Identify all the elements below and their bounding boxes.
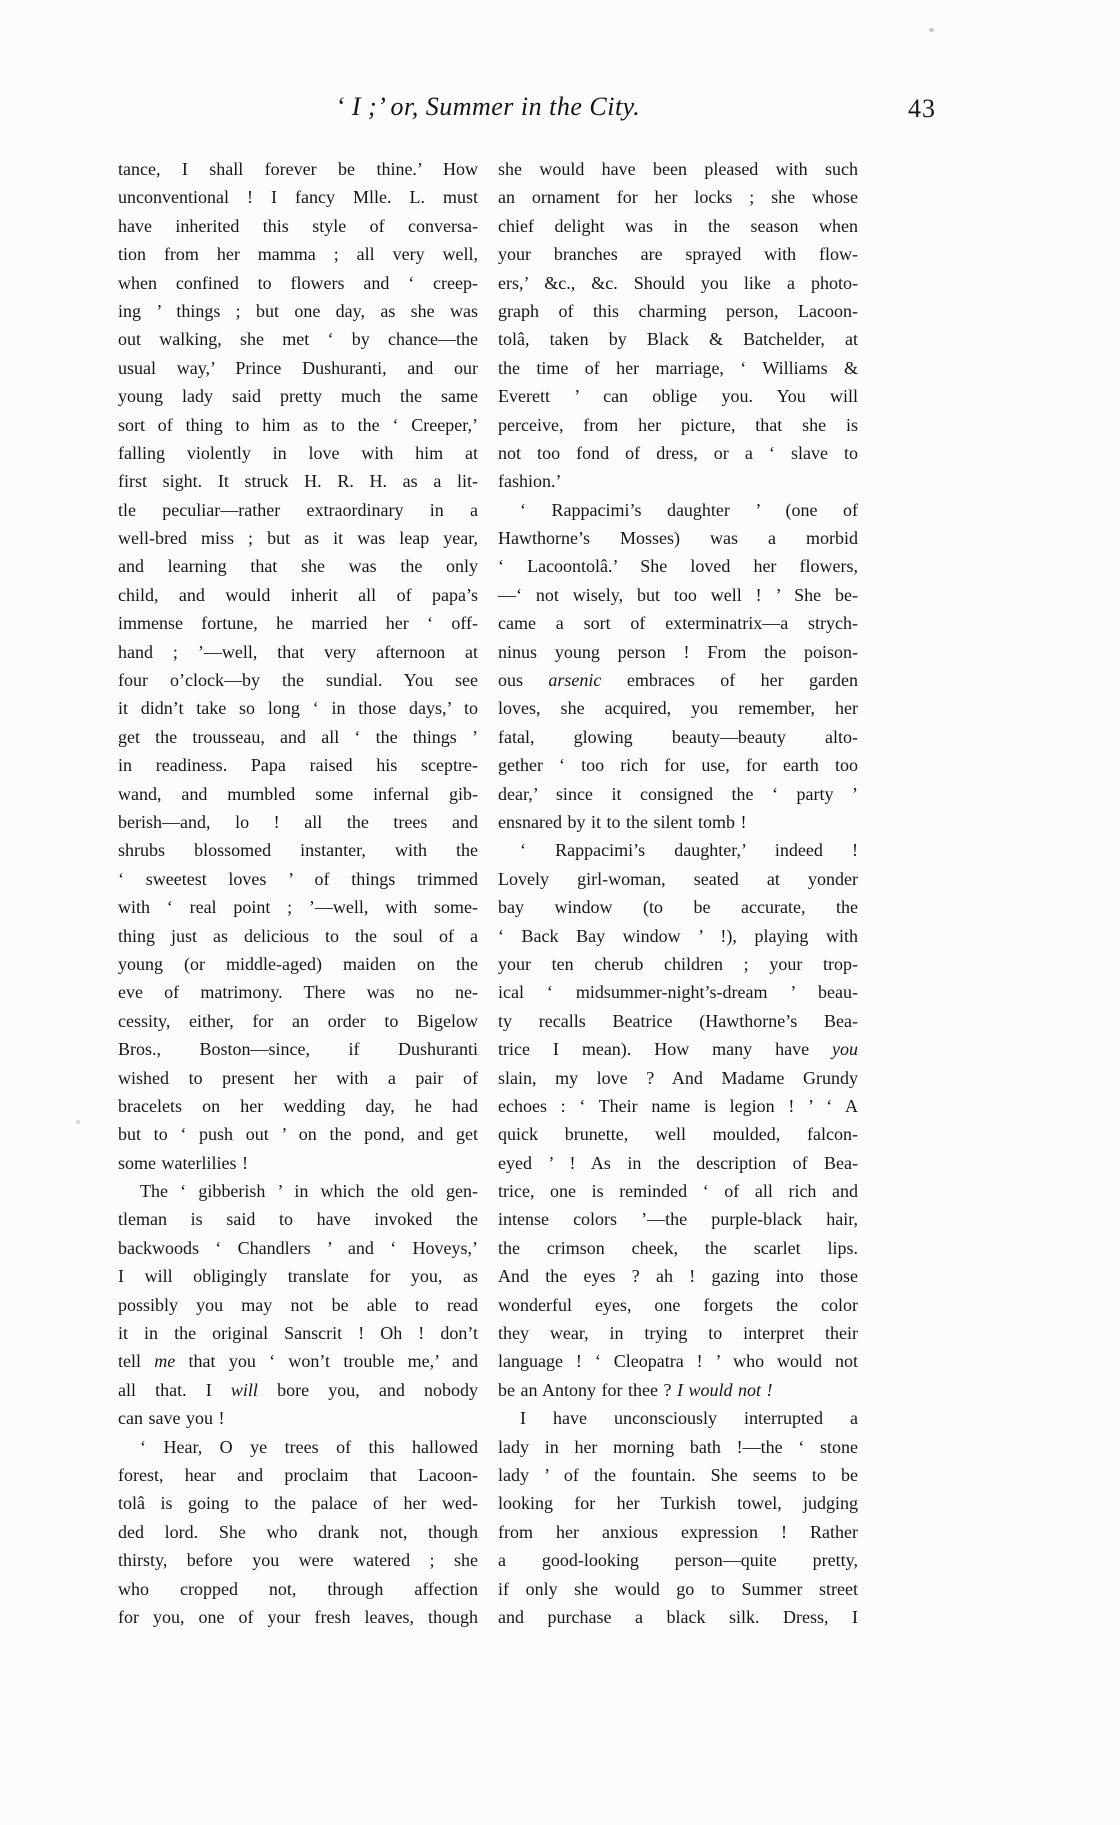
text-line	[498, 269, 858, 297]
column-left	[118, 155, 478, 1631]
text-run: fashion.’	[498, 471, 562, 492]
text-line	[118, 1177, 478, 1205]
text-run: Bros., Boston—since, if Dushuranti	[118, 1039, 478, 1060]
text-line	[498, 1262, 858, 1290]
text-line	[498, 240, 858, 268]
text-run: possibly you may not be able to read	[118, 1294, 478, 1315]
text-line	[118, 581, 478, 609]
text-run: ninus young person ! From the poison-	[498, 641, 858, 662]
text-run: chief delight was in the season when	[498, 215, 858, 236]
text-run: they wear, in trying to interpret their	[498, 1323, 858, 1344]
text-run: first sight. It struck H. R. H. as a lit-	[118, 471, 478, 492]
text-line	[498, 1376, 858, 1404]
text-run: ers,’ &c., &c. Should you like a photo-	[498, 272, 858, 293]
text-run: from her anxious expression ! Rather	[498, 1521, 858, 1542]
text-run: thirsty, before you were watered ; she	[118, 1550, 478, 1571]
text-line	[498, 325, 858, 353]
text-line	[498, 1120, 858, 1148]
text-run: thing just as delicious to the soul of a	[118, 925, 478, 946]
text-run: for you, one of your fresh leaves, though	[118, 1606, 478, 1627]
text-line	[498, 1433, 858, 1461]
text-run: tleman is said to have invoked the	[118, 1209, 478, 1230]
text-line	[118, 1489, 478, 1517]
text-line	[498, 1177, 858, 1205]
text-line	[498, 1603, 858, 1631]
text-run: unconventional ! I fancy Mlle. L. must	[118, 187, 478, 208]
text-line	[118, 694, 478, 722]
text-line	[118, 638, 478, 666]
text-line	[118, 212, 478, 240]
text-line	[498, 496, 858, 524]
text-run: cessity, either, for an order to Bigelow	[118, 1010, 478, 1031]
text-line	[118, 240, 478, 268]
text-run: fatal, glowing beauty—beauty alto-	[498, 726, 858, 747]
text-run: gether ‘ too rich for use, for earth too	[498, 755, 858, 776]
text-line	[118, 1404, 478, 1432]
text-line	[498, 1234, 858, 1262]
text-run: well-bred miss ; but as it was leap year,	[118, 528, 478, 549]
text-run: wonderful eyes, one forgets the color	[498, 1294, 858, 1315]
text-line	[118, 893, 478, 921]
text-run: Everett ’ can oblige you. You will	[498, 386, 858, 407]
text-run: ensnared by it to the silent tomb !	[498, 811, 747, 832]
text-line	[118, 496, 478, 524]
text-run: trice, one is reminded ‘ of all rich and	[498, 1181, 858, 1202]
text-line	[498, 1092, 858, 1120]
italic-run: me	[154, 1351, 176, 1372]
text-run: looking for her Turkish towel, judging	[498, 1493, 858, 1514]
text-run: lady ’ of the fountain. She seems to be	[498, 1464, 858, 1485]
text-line	[498, 212, 858, 240]
text-line	[498, 1575, 858, 1603]
text-line	[498, 950, 858, 978]
text-line	[118, 723, 478, 751]
text-line	[118, 1347, 478, 1375]
text-run: ded lord. She who drank not, though	[118, 1521, 478, 1542]
text-line	[118, 1120, 478, 1148]
text-run: wand, and mumbled some infernal gib-	[118, 783, 478, 804]
text-line	[118, 666, 478, 694]
text-run: young lady said pretty much the same	[118, 386, 478, 407]
text-run: it in the original Sanscrit ! Oh ! don’t	[118, 1323, 478, 1344]
text-run: eyed ’ ! As in the description of Bea-	[498, 1152, 858, 1173]
text-run: trice I mean). How many have	[498, 1039, 832, 1060]
text-run: Lovely girl-woman, seated at yonder	[498, 868, 858, 889]
text-line	[498, 865, 858, 893]
text-run: all that. I	[118, 1379, 231, 1400]
italic-run: will	[230, 1379, 258, 1400]
text-run: your ten cherub children ; your trop-	[498, 953, 858, 974]
text-run: bay window (to be accurate, the	[498, 897, 858, 918]
text-line	[118, 865, 478, 893]
text-run: a good-looking person—quite pretty,	[498, 1550, 858, 1571]
text-line	[498, 1489, 858, 1517]
text-line	[498, 751, 858, 779]
text-run: language ! ‘ Cleopatra ! ’ who would not	[498, 1351, 858, 1372]
text-run: tolâ is going to the palace of her wed-	[118, 1493, 478, 1514]
text-line	[498, 1518, 858, 1546]
text-run: not too fond of dress, or a ‘ slave to	[498, 442, 858, 463]
text-line	[498, 1347, 858, 1375]
text-run: tance, I shall forever be thine.’ How	[118, 159, 478, 179]
text-run: embraces of her garden	[601, 670, 858, 691]
text-run: —‘ not wisely, but too well ! ’ She be-	[498, 584, 858, 605]
text-run: came a sort of exterminatrix—a strych-	[498, 613, 858, 634]
text-line	[498, 780, 858, 808]
text-line	[118, 382, 478, 410]
text-line	[118, 751, 478, 779]
text-line	[118, 524, 478, 552]
text-line	[118, 1546, 478, 1574]
text-run: ‘ sweetest loves ’ of things trimmed	[118, 868, 478, 889]
text-run: hand ; ’—well, that very afternoon at	[118, 641, 478, 662]
text-line	[498, 1404, 858, 1432]
text-run: she would have been pleased with such	[498, 159, 858, 179]
text-run: with ‘ real point ; ’—well, with some-	[118, 897, 478, 918]
text-run: falling violently in love with him at	[118, 442, 478, 463]
text-run: usual way,’ Prince Dushuranti, and our	[118, 357, 478, 378]
text-run: Hawthorne’s Mosses) was a morbid	[498, 528, 858, 549]
text-run: immense fortune, he married her ‘ off-	[118, 613, 478, 634]
text-run: be an Antony for thee ?	[498, 1379, 677, 1400]
text-line	[118, 1035, 478, 1063]
text-line	[118, 1205, 478, 1233]
text-run: if only she would go to Summer street	[498, 1578, 858, 1599]
column-right	[498, 155, 858, 1631]
text-line	[118, 1234, 478, 1262]
text-run: tolâ, taken by Black & Batchelder, at	[498, 329, 858, 350]
text-run: young (or middle-aged) maiden on the	[118, 953, 478, 974]
text-line	[118, 808, 478, 836]
page-header	[118, 92, 858, 122]
text-line	[118, 1007, 478, 1035]
text-run: have inherited this style of conversa-	[118, 215, 478, 236]
text-line	[498, 1461, 858, 1489]
text-run: bore you, and nobody	[257, 1379, 478, 1400]
text-columns	[118, 155, 858, 1631]
running-title: ‘ I ;’ or, Summer in the City.	[335, 92, 641, 121]
text-line	[498, 382, 858, 410]
text-line	[498, 836, 858, 864]
text-line	[498, 609, 858, 637]
text-run: the time of her marriage, ‘ Williams &	[498, 357, 858, 378]
text-run: lady in her morning bath !—the ‘ stone	[498, 1436, 858, 1457]
text-run: and purchase a black silk. Dress, I	[498, 1606, 858, 1627]
text-line	[118, 1064, 478, 1092]
text-run: some waterlilies !	[118, 1152, 248, 1173]
text-run: slain, my love ? And Madame Grundy	[498, 1067, 858, 1088]
text-line	[118, 1291, 478, 1319]
text-run: I have unconsciously interrupted a	[520, 1408, 858, 1429]
text-run: graph of this charming person, Lacoon-	[498, 300, 858, 321]
text-line	[498, 297, 858, 325]
text-run: The ‘ gibberish ’ in which the old gen-	[140, 1181, 478, 1202]
text-run: loves, she acquired, you remember, her	[498, 698, 858, 719]
text-run: backwoods ‘ Chandlers ’ and ‘ Hoveys,’	[118, 1237, 478, 1258]
italic-run: arsenic	[548, 670, 602, 691]
text-line	[118, 269, 478, 297]
text-run: out walking, she met ‘ by chance—the	[118, 329, 478, 350]
text-line	[498, 723, 858, 751]
text-run: can save you !	[118, 1408, 225, 1429]
text-line	[118, 1262, 478, 1290]
text-line	[498, 524, 858, 552]
text-line	[118, 183, 478, 211]
text-run: eve of matrimony. There was no ne-	[118, 982, 478, 1003]
text-line	[498, 183, 858, 211]
text-line	[118, 411, 478, 439]
text-run: that you ‘ won’t trouble me,’ and	[175, 1351, 478, 1372]
text-run: echoes : ‘ Their name is legion ! ’ ‘ A	[498, 1095, 858, 1116]
text-line	[118, 1461, 478, 1489]
italic-run: I would not !	[676, 1379, 773, 1400]
text-line	[118, 978, 478, 1006]
text-line	[118, 155, 478, 183]
text-line	[118, 439, 478, 467]
text-line	[118, 1149, 478, 1177]
text-run: child, and would inherit all of papa’s	[118, 584, 478, 605]
text-run: your branches are sprayed with flow-	[498, 244, 858, 265]
text-run: ‘ Rappacimi’s daughter ’ (one of	[520, 499, 858, 520]
text-run: ‘ Back Bay window ’ !), playing with	[498, 925, 858, 946]
text-line	[498, 1205, 858, 1233]
text-line	[498, 1546, 858, 1574]
text-run: but to ‘ push out ’ on the pond, and get	[118, 1124, 478, 1145]
text-line	[118, 1092, 478, 1120]
text-run: four o’clock—by the sundial. You see	[118, 670, 478, 691]
text-line	[118, 950, 478, 978]
text-run: intense colors ’—the purple-black hair,	[498, 1209, 858, 1230]
text-line	[118, 297, 478, 325]
text-line	[118, 922, 478, 950]
text-run: tle peculiar—rather extraordinary in a	[118, 499, 478, 520]
text-line	[498, 666, 858, 694]
text-run: berish—and, lo ! all the trees and	[118, 811, 478, 832]
text-run: bracelets on her wedding day, he had	[118, 1095, 478, 1116]
text-line	[498, 552, 858, 580]
text-run: tion from her mamma ; all very well,	[118, 244, 478, 265]
text-line	[498, 467, 858, 495]
text-run: sort of thing to him as to the ‘ Creeper,’	[118, 414, 478, 435]
text-line	[498, 694, 858, 722]
text-line	[118, 552, 478, 580]
text-line	[498, 354, 858, 382]
text-line	[118, 1376, 478, 1404]
text-run: ous	[498, 670, 549, 691]
text-run: ical ‘ midsummer-night’s-dream ’ beau-	[498, 982, 858, 1003]
text-line	[498, 922, 858, 950]
text-run: forest, hear and proclaim that Lacoon-	[118, 1464, 478, 1485]
text-line	[118, 467, 478, 495]
text-line	[498, 581, 858, 609]
text-run: ing ’ things ; but one day, as she was	[118, 300, 478, 321]
text-line	[498, 638, 858, 666]
text-line	[118, 325, 478, 353]
text-line	[498, 155, 858, 183]
scan-artifact-speck	[929, 28, 934, 32]
text-line	[498, 978, 858, 1006]
text-run: when confined to flowers and ‘ creep-	[118, 272, 478, 293]
text-line	[498, 1007, 858, 1035]
text-run: shrubs blossomed instanter, with the	[118, 840, 478, 861]
text-line	[118, 1603, 478, 1631]
text-line	[118, 1518, 478, 1546]
text-run: ty recalls Beatrice (Hawthorne’s Bea-	[498, 1010, 858, 1031]
text-line	[498, 1035, 858, 1063]
text-run: perceive, from her picture, that she is	[498, 414, 858, 435]
text-line	[498, 1319, 858, 1347]
text-run: get the trousseau, and all ‘ the things ’	[118, 726, 478, 747]
text-run: tell	[118, 1351, 155, 1372]
text-run: ‘ Hear, O ye trees of this hallowed	[140, 1436, 478, 1457]
text-line	[118, 836, 478, 864]
text-run: in readiness. Papa raised his sceptre-	[118, 755, 478, 776]
text-line	[498, 1149, 858, 1177]
text-run: dear,’ since it consigned the ‘ party ’	[498, 783, 858, 804]
text-line	[498, 439, 858, 467]
text-run: ‘ Lacoontolâ.’ She loved her flowers,	[498, 556, 858, 577]
text-run: the crimson cheek, the scarlet lips.	[498, 1237, 858, 1258]
text-run: and learning that she was the only	[118, 556, 478, 577]
text-line	[118, 1575, 478, 1603]
text-line	[118, 1433, 478, 1461]
text-run: quick brunette, well moulded, falcon-	[498, 1124, 858, 1145]
text-run: And the eyes ? ah ! gazing into those	[498, 1266, 858, 1287]
text-run: who cropped not, through affection	[118, 1578, 478, 1599]
text-run: I will obligingly translate for you, as	[118, 1266, 478, 1287]
text-run: an ornament for her locks ; she whose	[498, 187, 858, 208]
text-line	[118, 1319, 478, 1347]
scan-artifact-speck	[76, 1120, 80, 1124]
text-run: wished to present her with a pair of	[118, 1067, 478, 1088]
text-line	[498, 411, 858, 439]
text-line	[498, 893, 858, 921]
text-line	[498, 1291, 858, 1319]
page-number: 43	[908, 94, 936, 123]
text-line	[498, 808, 858, 836]
text-run: ‘ Rappacimi’s daughter,’ indeed !	[520, 840, 858, 861]
text-run: it didn’t take so long ‘ in those days,’ to	[118, 698, 478, 719]
text-line	[118, 609, 478, 637]
text-line	[498, 1064, 858, 1092]
text-line	[118, 780, 478, 808]
text-line	[118, 354, 478, 382]
italic-run: you	[832, 1039, 858, 1060]
